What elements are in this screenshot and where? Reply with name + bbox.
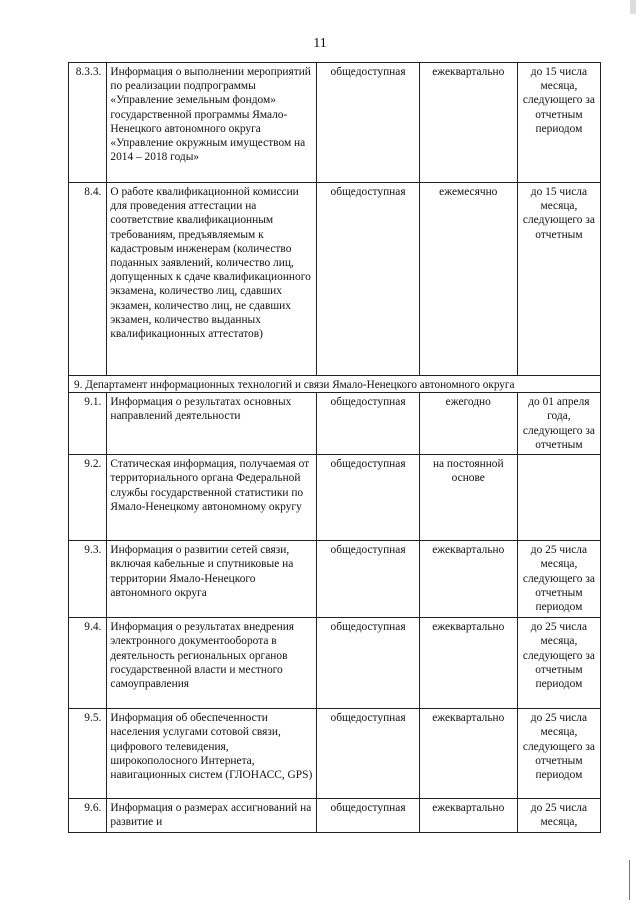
info-description: Информация о результатах внедрения электронного документооборота в деятельность региональных органов государственной власти и местного самоуправления (107, 618, 317, 709)
table-row (69, 63, 601, 183)
update-deadline (517, 455, 600, 541)
row-number: 9.6. (69, 799, 107, 833)
update-deadline: до 15 числа месяца, следующего за отчетным периодом (517, 63, 600, 183)
page-number: 11 (313, 36, 327, 51)
access-type: общедоступная (317, 799, 419, 833)
section-header-row (69, 376, 601, 393)
update-period: ежеквартально (419, 63, 517, 183)
info-description: Статическая информация, получаемая от территориального органа Федеральной службы государственной статистики по Ямало-Ненецкому автономному округу (107, 455, 317, 541)
row-number: 9.2. (69, 455, 107, 541)
update-period: ежегодно (419, 393, 517, 455)
update-deadline: до 01 апреля года, следующего за отчетным (517, 393, 600, 455)
info-description: Информация о размерах ассигнований на развитие и (107, 799, 317, 833)
update-period: ежемесячно (419, 183, 517, 376)
update-period: ежеквартально (419, 709, 517, 799)
update-deadline: до 15 числа месяца, следующего за отчетным (517, 183, 600, 376)
access-type: общедоступная (317, 393, 419, 455)
table-row (69, 455, 601, 541)
table-row (69, 709, 601, 799)
info-description: Информация об обеспеченности населения услугами сотовой связи, цифрового телевидения, широкополосного Интернета, навигационных систем (ГЛОНАСС, GPS) (107, 709, 317, 799)
update-period: ежеквартально (419, 799, 517, 833)
table-row (69, 618, 601, 709)
access-type: общедоступная (317, 709, 419, 799)
update-deadline: до 25 числа месяца, следующего за отчетным периодом (517, 709, 600, 799)
scan-edge-mark (630, 0, 636, 14)
info-description: Информация о выполнении мероприятий по реализации подпрограммы «Управление земельным фондом» государственной программы Ямало-Ненецкого автономного округа «Управление окружным имуществом на 2014 – 2018 годы» (107, 63, 317, 183)
access-type: общедоступная (317, 618, 419, 709)
row-number: 9.1. (69, 393, 107, 455)
info-description: Информация о развитии сетей связи, включая кабельные и спутниковые на территории Ямало-Ненецкого автономного округа (107, 541, 317, 618)
access-type: общедоступная (317, 63, 419, 183)
table-row (69, 393, 601, 455)
table-row (69, 541, 601, 618)
update-deadline: до 25 числа месяца, следующего за отчетным периодом (517, 618, 600, 709)
row-number: 9.3. (69, 541, 107, 618)
update-period: на постоянной основе (419, 455, 517, 541)
update-period: ежеквартально (419, 618, 517, 709)
row-number: 8.4. (69, 183, 107, 376)
info-description: Информация о результатах основных направлений деятельности (107, 393, 317, 455)
section-title: 9. Департамент информационных технологий и связи Ямало-Ненецкого автономного округа (69, 376, 601, 393)
information-table (68, 62, 601, 833)
table-row (69, 799, 601, 833)
row-number: 9.4. (69, 618, 107, 709)
access-type: общедоступная (317, 455, 419, 541)
update-deadline: до 25 числа месяца, (517, 799, 600, 833)
access-type: общедоступная (317, 541, 419, 618)
scan-edge-mark (629, 860, 630, 900)
row-number: 9.5. (69, 709, 107, 799)
update-period: ежеквартально (419, 541, 517, 618)
row-number: 8.3.3. (69, 63, 107, 183)
update-deadline: до 25 числа месяца, следующего за отчетным периодом (517, 541, 600, 618)
info-description: О работе квалификационной комиссии для проведения аттестации на соответствие квалификационным требованиям, предъявляемым к кадастровым инженерам (количество поданных заявлений, количество лиц, допущенных к сдаче квалификационного экзамена, количество лиц, сдавших экзамен, количество лиц, не сдавших экзамен, количество выданных квалификационных аттестатов) (107, 183, 317, 376)
table-row (69, 183, 601, 376)
access-type: общедоступная (317, 183, 419, 376)
